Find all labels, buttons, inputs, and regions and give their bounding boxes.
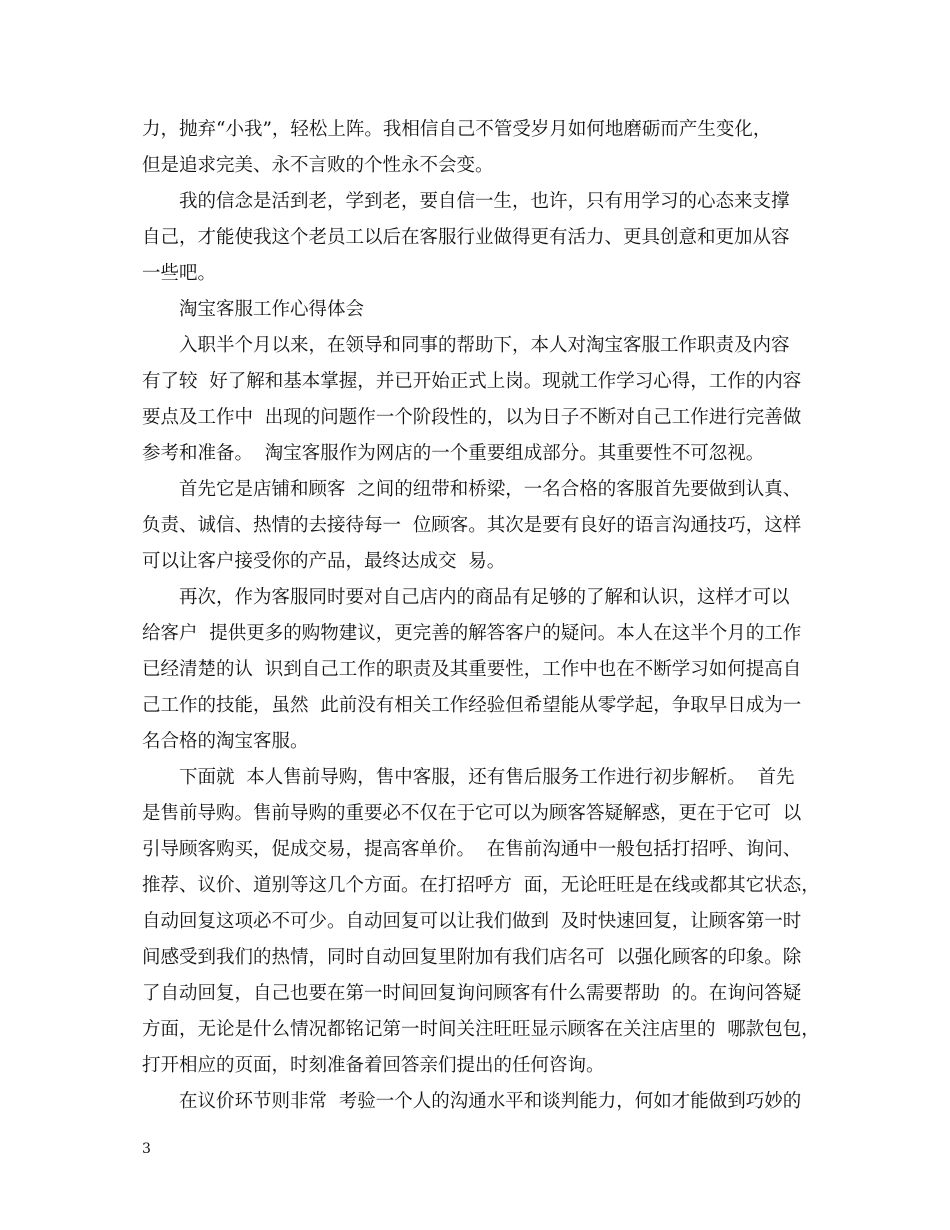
section-title: 淘宝客服工作心得体会 — [179, 299, 365, 320]
text-line: 再次，作为客服同时要对自己店内的商品有足够的了解和认识，这样才可以 — [179, 587, 790, 608]
text-line: 力，抛弃“小我”，轻松上阵。我相信自己不管受岁月如何地磨砺而产生变化， — [142, 119, 772, 140]
text-line: 给客户 提供更多的购物建议，更完善的解答客户的疑问。本人在这半个月的工作 — [142, 623, 802, 644]
text-line: 自己，才能使我这个老员工以后在客服行业做得更有活力、更具创意和更加从容 — [142, 227, 790, 248]
text-line: 了自动回复，自己也要在第一时间回复询问顾客有什么需要帮助 的。在询问答疑 — [142, 983, 802, 1004]
text-line: 打开相应的页面，时刻准备着回答亲们提出的任何咨询。 — [142, 1055, 605, 1076]
text-line: 在议价环节则非常 考验一个人的沟通水平和谈判能力，何如才能做到巧妙的 — [179, 1091, 802, 1112]
text-line: 己工作的技能，虽然 此前没有相关工作经验但希望能从零学起，争取早日成为一 — [142, 695, 802, 716]
text-line: 名合格的淘宝客服。 — [142, 731, 309, 752]
text-line: 一些吧。 — [142, 263, 217, 284]
text-line: 要点及工作中 出现的问题作一个阶段性的，以为日子不断对自己工作进行完善做 — [142, 407, 802, 428]
text-line: 下面就 本人售前导购，售中客服，还有售后服务工作进行初步解析。 首先 — [179, 767, 795, 788]
text-line: 入职半个月以来，在领导和同事的帮助下，本人对淘宝客服工作职责及内容 — [179, 335, 790, 356]
text-line: 有了较 好了解和基本掌握，并已开始正式上岗。现就工作学习心得，工作的内容 — [142, 371, 802, 392]
text-line: 我的信念是活到老，学到老，要自信一生，也许，只有用学习的心态来支撑 — [179, 191, 790, 212]
text-line: 是售前导购。售前导购的重要必不仅在于它可以为顾客答疑解惑，更在于它可 以 — [142, 803, 802, 824]
page-number: 3 — [142, 1141, 151, 1157]
text-line: 但是追求完美、永不言败的个性永不会变。 — [142, 155, 494, 176]
text-line: 首先它是店铺和顾客 之间的纽带和桥梁，一名合格的客服首先要做到认真、 — [179, 479, 802, 500]
text-line: 已经清楚的认 识到自己工作的职责及其重要性，工作中也在不断学习如何提高自 — [142, 659, 802, 680]
text-line: 参考和准备。 淘宝客服作为网店的一个重要组成部分。其重要性不可忽视。 — [142, 443, 765, 464]
text-line: 间感受到我们的热情，同时自动回复里附加有我们店名可 以强化顾客的印象。除 — [142, 947, 802, 968]
text-line: 可以让客户接受你的产品，最终达成交 易。 — [142, 551, 506, 572]
text-line: 推荐、议价、道别等这几个方面。在打招呼方 面，无论旺旺是在线或都其它状态， — [142, 875, 820, 896]
text-line: 方面，无论是什么情况都铭记第一时间关注旺旺显示顾客在关注店里的 哪款包包， — [142, 1019, 820, 1040]
text-line: 引导顾客购买，促成交易，提高客单价。 在售前沟通中一般包括打招呼、询问、 — [142, 839, 802, 860]
text-line: 负责、诚信、热情的去接待每一 位顾客。其次是要有良好的语言沟通技巧，这样 — [142, 515, 802, 536]
text-line: 自动回复这项必不可少。自动回复可以让我们做到 及时快速回复，让顾客第一时 — [142, 911, 802, 932]
